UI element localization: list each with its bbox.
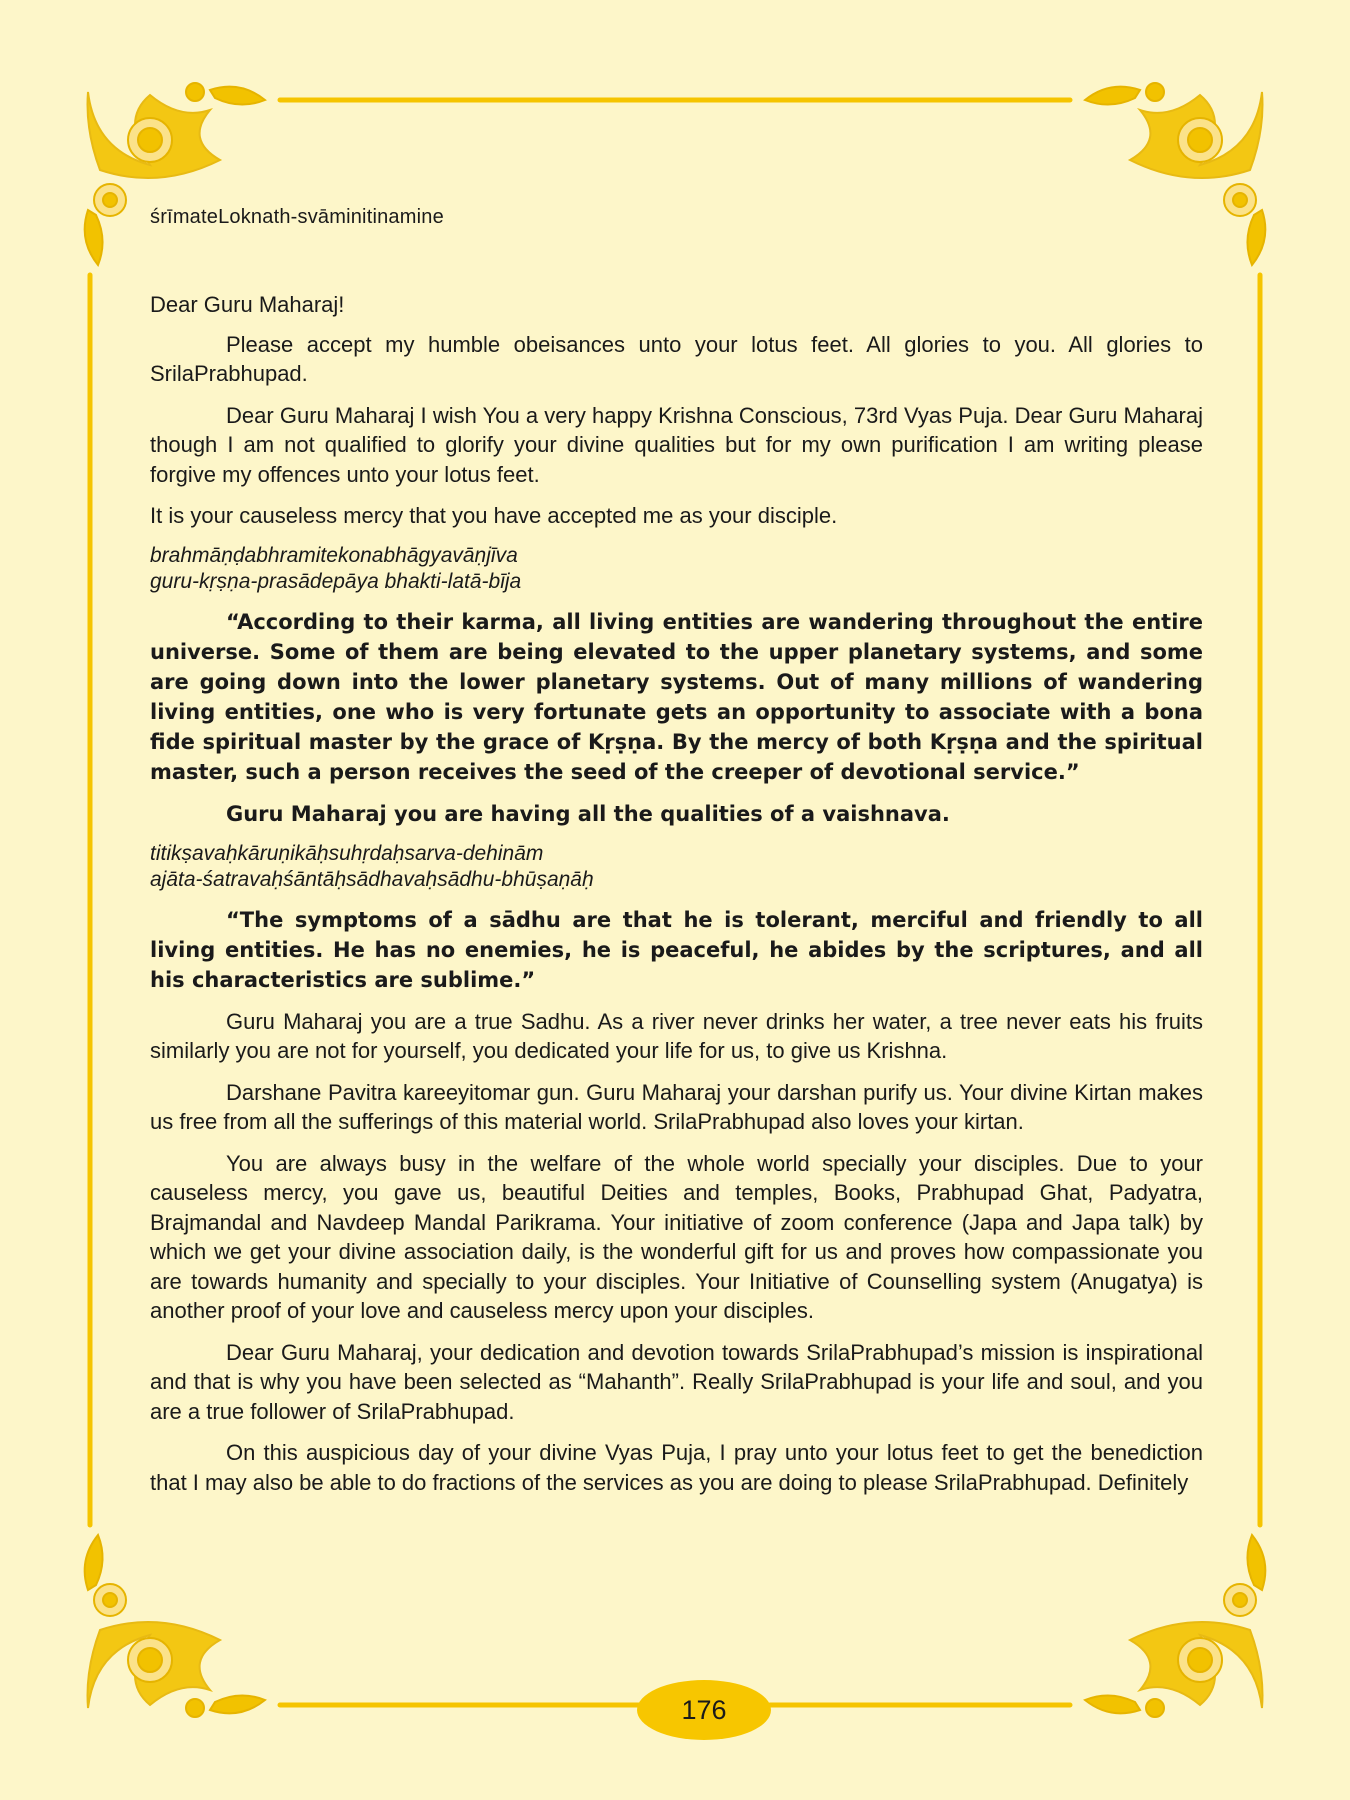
corner-ornament-top-left	[85, 83, 265, 265]
invocation-header: śrīmateLoknath-svāminitinamine	[150, 206, 444, 228]
paragraph-sadhu: Guru Maharaj you are a true Sadhu. As a river never drinks her water, a tree never eats his fruits similarly you are not for yourself, you dedicated your life for us, to give us Krishna.	[150, 1008, 1203, 1063]
paragraph-mercy: It is your causeless mercy that you have accepted me as your disciple.	[150, 503, 838, 528]
paragraph-dedication: Dear Guru Maharaj, your dedication and devotion towards SrilaPrabhupad’s mission is inspirational and that is why you have been selected as “Mahanth”. Really SrilaPrabhupad is your life and soul, and you are a true follower of SrilaPrabhupad.	[150, 1339, 1203, 1424]
translation-2: “The symptoms of a sādhu are that he is tolerant, merciful and friendly to all living entities. He has no enemies, he is peaceful, he abides by the scriptures, and all his characteristics are sublime.”	[150, 907, 1203, 992]
translation-1: “According to their karma, all living entities are wandering throughout the entire universe. Some of them are being elevated to the upper planetary systems, and some are going down into the lower planetary systems. Out of many millions of wandering living entities, one who is very fortunate gets an opportunity to associate with a bona fide spiritual master by the grace of Kṛṣṇa. By the mercy of both Kṛṣṇa and the spiritual master, such a person receives the seed of the creeper of devotional service.”	[150, 609, 1203, 784]
verse-2-line-1: titikṣavaḥkāruṇikāḥsuhṛdaḥsarva-dehinām	[150, 841, 544, 865]
verse-1-line-1: brahmāṇḍabhramitekonabhāgyavāṇjīva	[150, 543, 518, 567]
paragraph-wishes: Dear Guru Maharaj I wish You a very happy Krishna Conscious, 73rd Vyas Puja. Dear Guru Maharaj though I am not qualified to glorify your divine qualities but for my own purification I am writing please forgive my offences unto your lotus feet.	[150, 402, 1203, 487]
paragraph-prayer: On this auspicious day of your divine Vyas Puja, I pray unto your lotus feet to get the benediction that I may also be able to do fractions of the services as you are doing to please SrilaPrabhupad. Definitely	[150, 1440, 1203, 1495]
verse-2-line-2: ajāta-śatravaḥśāntāḥsādhavaḥsādhu-bhūṣaṇāḥ	[150, 867, 594, 891]
paragraph-obeisances: Please accept my humble obeisances unto your lotus feet. All glories to you. All glories to SrilaPrabhupad.	[150, 331, 1203, 386]
letter-body	[150, 290, 1203, 1509]
greeting: Dear Guru Maharaj!	[150, 292, 345, 317]
verse-2	[150, 841, 1203, 893]
paragraph-darshan: Darshane Pavitra kareeyitomar gun. Guru Maharaj your darshan purify us. Your divine Kirtan makes us free from all the sufferings of this material world. SrilaPrabhupad also loves your kirtan.	[150, 1079, 1203, 1134]
verse-1	[150, 543, 1203, 595]
verse-1-line-2: guru-kṛṣṇa-prasādepāya bhakti-latā-bīja	[150, 569, 522, 593]
page-number: 176	[637, 1680, 771, 1740]
paragraph-qualities: Guru Maharaj you are having all the qualities of a vaishnava.	[226, 801, 950, 826]
paragraph-welfare: You are always busy in the welfare of the whole world specially your disciples. Due to your causeless mercy, you gave us, beautiful Deities and temples, Books, Prabhupad Ghat, Padyatra, Brajmandal and Navdeep Mandal Parikrama. Your initiative of zoom conference (Japa and Japa talk) by which we get your divine association daily, is the wonderful gift for us and proves how compassionate you are towards humanity and specially to your disciples. Your Initiative of Counselling system (Anugatya) is another proof of your love and causeless mercy upon your disciples.	[150, 1150, 1203, 1323]
